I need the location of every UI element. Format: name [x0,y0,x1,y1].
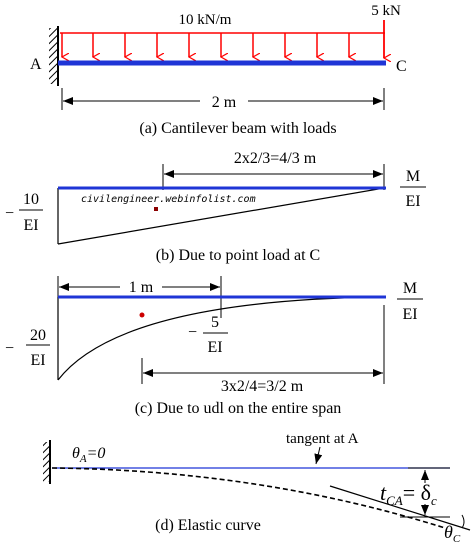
support-label-a: A [30,56,42,73]
mid-moment-den: EI [207,339,223,356]
caption-a: (a) Cantilever beam with loads [139,120,337,137]
panel-a [30,3,407,137]
t-sub: CA [386,493,403,508]
fixed-support-d [43,442,50,482]
caption-b: (b) Due to point load at C [155,247,321,264]
centroid-dot-b [154,207,158,211]
udl-arrows [62,33,349,57]
theta-a-label [72,445,105,465]
moment-den-b: EI [23,217,39,234]
caption-d: (d) Elastic curve [155,517,261,534]
theta-c-arc [462,515,464,528]
moment-den-c: EI [30,352,46,369]
t-ca-label [380,480,437,508]
caption-c: (c) Due to udl on the entire span [134,400,342,417]
axis-num-c: M [402,280,418,297]
tangent-label: tangent at A [286,431,359,447]
theta-a-value: =0 [86,445,106,462]
point-load-label: 5 kN [371,3,401,19]
free-end-label-c: C [396,58,407,75]
theta-c-symbol: θ [444,522,453,542]
span-label: 2 m [211,94,237,111]
centroid-label-c: 3x2/4=3/2 m [220,378,304,395]
axis-den-b: EI [405,193,421,210]
moment-num-b: 10 [23,191,39,208]
panel-b [5,150,426,264]
moment-num-c: 20 [30,327,46,344]
panel-c [5,276,423,417]
axis-num-b: M [405,168,421,185]
mid-moment-neg: − [188,324,198,341]
tangent-pointer [316,447,320,464]
centroid-label-b: 2x2/3=4/3 m [233,150,317,167]
t-eq: = δ [402,480,432,505]
theta-a-symbol: θ [72,445,80,462]
mid-moment-num: 5 [211,314,219,331]
moment-neg-b: − [5,205,15,222]
fixed-support-a [49,28,58,84]
span-label-c: 1 m [128,279,154,296]
udl-label: 10 kN/m [178,12,232,28]
panel-d [43,431,470,545]
theta-a-sub: A [79,453,87,465]
t-symbol: t [380,480,387,505]
delta-sub: c [431,493,437,508]
moment-neg-c: − [5,340,15,357]
axis-den-c: EI [402,306,418,323]
centroid-dot-c [140,313,145,318]
theta-c-label [444,522,461,545]
watermark: civilengineer.webinfolist.com [81,194,256,205]
theta-c-sub: C [452,533,461,545]
